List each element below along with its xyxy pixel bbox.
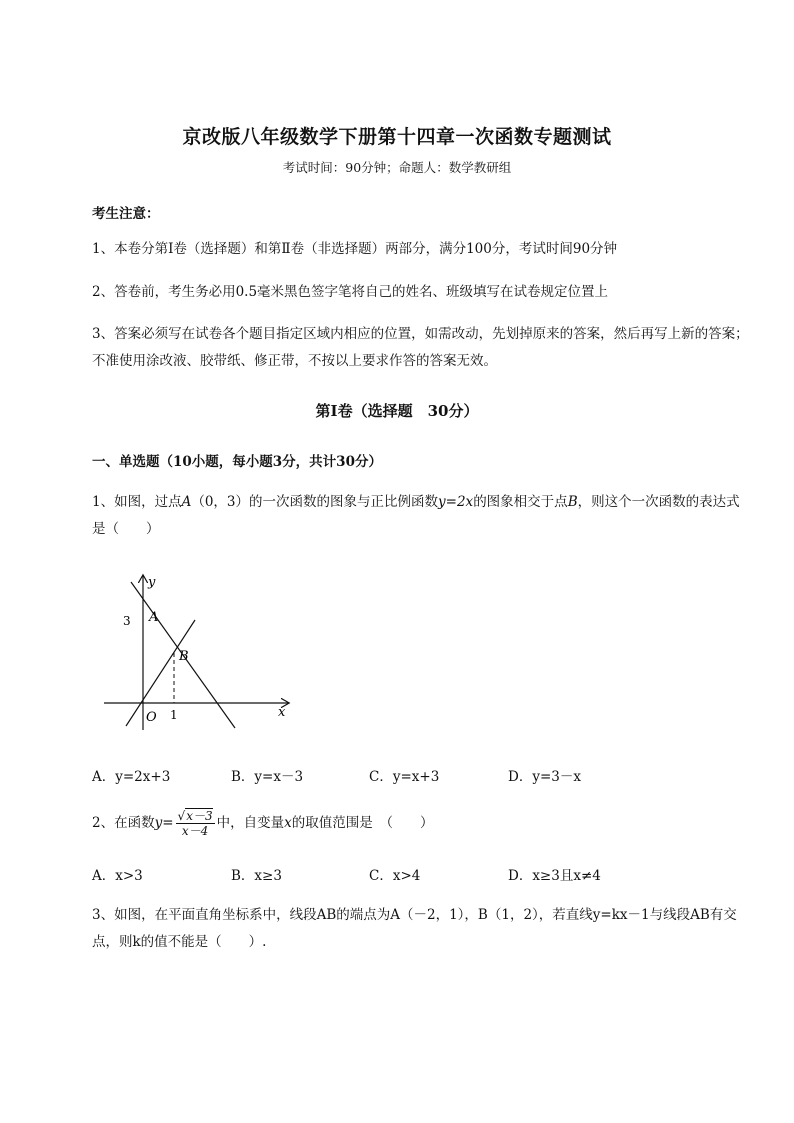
page-subtitle: 考试时间：90分钟；命题人：数学教研组 <box>282 160 512 175</box>
tick-label-1: 1 <box>170 708 178 722</box>
x-axis-label: x <box>278 705 286 720</box>
tick-label-3: 3 <box>123 614 131 628</box>
page-title: 京改版八年级数学下册第十四章一次函数专题测试 <box>182 126 612 148</box>
notice-item-2: 2、答卷前，考生务必用0.5毫米黑色签字笔将自己的姓名、班级填写在试卷规定位置上 <box>92 284 609 300</box>
question-1-figure <box>100 572 300 732</box>
section-title: 第I卷（选择题 30分） <box>315 402 479 420</box>
notice-item-3: 3、答案必须写在试卷各个题目指定区域内相应的位置，如需改动，先划掉原来的答案，然后再写上新的答案；不准使用涂改液、胶带纸、修正带，不按以上要求作答的答案无效。 <box>92 326 749 369</box>
origin-label: O <box>146 710 157 725</box>
point-a-label: A <box>149 610 159 625</box>
q2-option-a: A．x>3 <box>92 868 143 884</box>
question-3-text: 3、如图，在平面直角坐标系中，线段AB的端点为A（－2，1），B（1，2），若直线y=kx－1与线段AB有交点，则k的值不能是（ ）. <box>92 907 737 950</box>
point-b-label: B <box>179 649 189 664</box>
q2-option-b: B．x≥3 <box>231 868 282 884</box>
notice-item-1: 1、本卷分第I卷（选择题）和第Ⅱ卷（非选择题）两部分，满分100分，考试时间90分钟 <box>92 241 618 257</box>
q2-option-d: D．x≥3且x≠4 <box>508 868 601 884</box>
fraction: $\frac{√x-3}{x-4}$ <box>177 809 213 838</box>
question-1-text: 1、如图，过点A（0，3）的一次函数的图象与正比例函数y=2x的图象相交于点B，则这个一次函数的表达式是（ ） <box>92 494 740 537</box>
line-y-2x <box>126 620 195 726</box>
q1-option-b: B．y=x－3 <box>231 769 304 785</box>
q2-option-c: C．x>4 <box>369 868 421 884</box>
notice-heading: 考生注意： <box>92 206 160 222</box>
y-axis-label: y <box>148 575 156 590</box>
q1-option-c: C．y=x+3 <box>369 769 440 785</box>
part-title: 一、单选题（10小题，每小题3分，共计30分） <box>92 454 382 470</box>
q1-option-d: D．y=3－x <box>508 769 581 785</box>
question-2-text: 2、在函数y= $\frac{√x-3}{x-4}$ 中，自变量x的取值范围是 （ ） <box>92 809 434 838</box>
q1-option-a: A．y=2x+3 <box>92 769 171 785</box>
